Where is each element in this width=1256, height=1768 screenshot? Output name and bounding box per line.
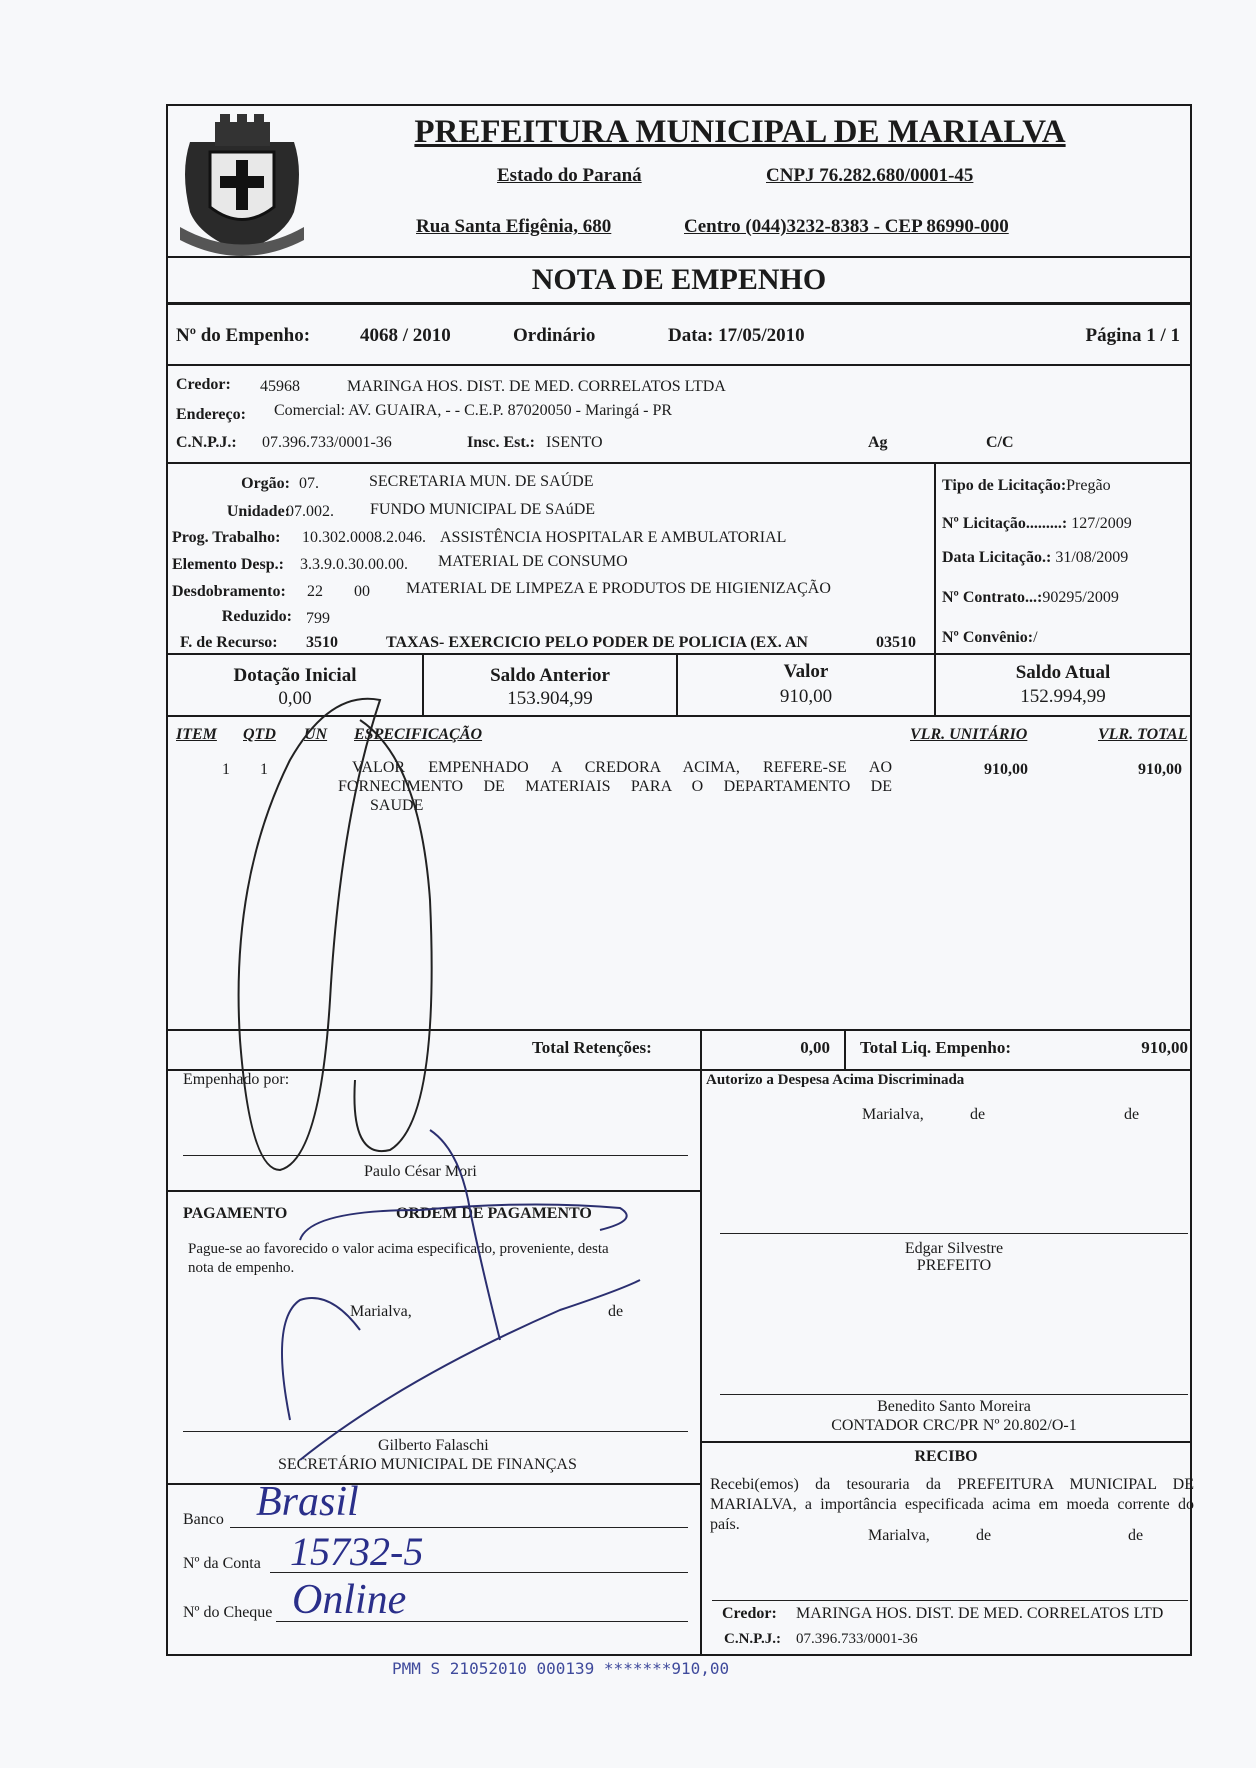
saldo-atual-label: Saldo Atual xyxy=(1015,662,1111,683)
desd-code2: 00 xyxy=(354,583,370,600)
empenho-label: Nº do Empenho: xyxy=(176,325,311,346)
prog-label: Prog. Trabalho: xyxy=(172,529,281,546)
liq-value: 910,00 xyxy=(1141,1038,1188,1057)
item-spec-line: SAUDE xyxy=(370,797,424,814)
saldo-anterior-label: Saldo Anterior xyxy=(490,665,610,686)
col-total-value: VLR. TOTAL xyxy=(1098,726,1188,743)
empenhado-name: Paulo César Mori xyxy=(364,1163,477,1180)
divider xyxy=(700,1069,702,1656)
liq-label: Total Liq. Empenho: xyxy=(860,1038,1011,1057)
dotacao-label: Dotação Inicial xyxy=(233,665,357,686)
pagamento-city: Marialva, xyxy=(350,1303,412,1320)
signature-line xyxy=(720,1233,1188,1234)
address-label: Endereço: xyxy=(176,406,246,423)
contador-name: Benedito Santo Moreira xyxy=(877,1398,1031,1415)
ordem-pagamento-label: ORDEM DE PAGAMENTO xyxy=(396,1205,592,1222)
banco-label: Banco xyxy=(183,1511,224,1528)
pagamento-label: PAGAMENTO xyxy=(183,1205,288,1222)
autorizo-de: de xyxy=(970,1106,986,1123)
elem-name: MATERIAL DE CONSUMO xyxy=(438,553,628,570)
desd-name: MATERIAL DE LIMPEZA E PRODUTOS DE HIGIENIZAÇÃO xyxy=(406,580,831,597)
dotacao-value: 0,00 xyxy=(278,688,312,709)
prefeito-role: PREFEITO xyxy=(916,1257,992,1274)
recibo-cnpj-label: C.N.P.J.: xyxy=(724,1631,781,1647)
divider xyxy=(934,462,936,654)
insc-value: ISENTO xyxy=(546,434,603,451)
empenho-date: Data: 17/05/2010 xyxy=(668,325,805,346)
num-convenio: Nº Convênio:/ xyxy=(942,629,1038,646)
credor-label: Credor: xyxy=(176,376,231,393)
reduzido-value: 799 xyxy=(306,610,330,627)
valor-value: 910,00 xyxy=(779,686,833,707)
autorizo-de: de xyxy=(1124,1106,1140,1123)
retencoes-value: 0,00 xyxy=(800,1038,830,1057)
pagamento-signer: Gilberto Falaschi xyxy=(378,1437,489,1454)
col-un: UN xyxy=(304,726,328,743)
credor-name: MARINGA HOS. DIST. DE MED. CORRELATOS LTDA xyxy=(347,378,726,395)
divider xyxy=(166,462,1192,464)
divider xyxy=(166,302,1192,305)
unidade-label: Unidade: xyxy=(226,503,290,520)
recibo-credor-label: Credor: xyxy=(722,1605,777,1622)
municipal-coat-of-arms xyxy=(170,112,315,260)
recibo-de: de xyxy=(1128,1527,1144,1544)
cheque-label: Nº do Cheque xyxy=(183,1604,273,1621)
cc-label: C/C xyxy=(986,434,1014,451)
banco-handwritten: Brasil xyxy=(256,1479,359,1525)
empenho-type: Ordinário xyxy=(513,325,596,346)
divider xyxy=(166,653,1192,655)
item-unit-value: 910,00 xyxy=(984,761,1028,778)
recibo-city: Marialva, xyxy=(868,1527,930,1544)
credor-code: 45968 xyxy=(260,378,300,395)
empenho-number: 4068 / 2010 xyxy=(360,325,451,346)
divider xyxy=(166,256,1192,258)
pagamento-text: Pague-se ao favorecido o valor acima especificado, proveniente, desta xyxy=(188,1241,609,1257)
desd-label: Desdobramento: xyxy=(172,583,286,600)
pagamento-text: nota de empenho. xyxy=(188,1260,295,1276)
col-item: ITEM xyxy=(176,726,217,743)
recibo-text: Recebi(emos) da tesouraria da PREFEITURA MUNICIPAL DE xyxy=(710,1476,1194,1493)
item-spec-line: VALOR EMPENHADO A CREDORA ACIMA, REFERE-SE AO xyxy=(352,759,892,776)
recibo-text: país. xyxy=(710,1516,740,1533)
autorizo-city: Marialva, xyxy=(862,1106,924,1123)
valor-label: Valor xyxy=(783,661,829,682)
prefeito-name: Edgar Silvestre xyxy=(904,1240,1004,1257)
autorizo-label: Autorizo a Despesa Acima Discriminada xyxy=(706,1072,965,1088)
cheque-handwritten: Online xyxy=(292,1577,407,1623)
page-title: PREFEITURA MUNICIPAL DE MARIALVA xyxy=(414,114,1066,150)
divider xyxy=(166,1483,701,1485)
num-licitacao: Nº Licitação.........: 127/2009 xyxy=(942,515,1132,532)
city-cnpj: CNPJ 76.282.680/0001-45 xyxy=(766,165,974,186)
city-contact: Centro (044)3232-8383 - CEP 86990-000 xyxy=(684,216,1009,237)
document-title: NOTA DE EMPENHO xyxy=(531,263,827,296)
orgao-label: Orgão: xyxy=(241,475,290,492)
col-qtd: QTD xyxy=(243,726,276,743)
orgao-name: SECRETARIA MUN. DE SAÚDE xyxy=(369,473,594,490)
orgao-code: 07. xyxy=(299,475,319,492)
divider xyxy=(844,1029,846,1071)
cnpj-label: C.N.P.J.: xyxy=(176,434,237,451)
elem-code: 3.3.9.0.30.00.00. xyxy=(300,556,408,573)
pagamento-role: SECRETÁRIO MUNICIPAL DE FINANÇAS xyxy=(278,1456,577,1473)
credor-address: Comercial: AV. GUAIRA, - - C.E.P. 87020050 - Maringá - PR xyxy=(274,402,673,419)
signature-line xyxy=(720,1394,1188,1395)
recibo-credor-name: MARINGA HOS. DIST. DE MED. CORRELATOS LTD xyxy=(796,1605,1164,1622)
insc-label: Insc. Est.: xyxy=(467,434,536,451)
ag-label: Ag xyxy=(868,434,888,451)
num-contrato: Nº Contrato...:90295/2009 xyxy=(942,589,1119,606)
data-licitacao: Data Licitação.: 31/08/2009 xyxy=(942,549,1129,566)
item-number: 1 xyxy=(222,761,230,778)
credor-cnpj: 07.396.733/0001-36 xyxy=(262,434,392,451)
reduzido-label: Reduzido: xyxy=(221,608,292,625)
signature-line xyxy=(183,1431,688,1432)
pagamento-de: de xyxy=(608,1303,624,1320)
divider xyxy=(166,1190,701,1192)
divider xyxy=(166,715,1192,717)
empenhado-label: Empenhado por: xyxy=(183,1071,290,1088)
prog-code: 10.302.0008.2.046. xyxy=(302,529,426,546)
fonte-code2: 03510 xyxy=(876,634,916,651)
page-number: Página 1 / 1 xyxy=(1085,325,1180,346)
saldo-atual-value: 152.994,99 xyxy=(1020,686,1106,707)
divider xyxy=(166,1069,1192,1071)
item-spec-line: FORNECIMENTO DE MATERIAIS PARA O DEPARTAMENTO DE xyxy=(338,778,892,795)
city-address: Rua Santa Efigênia, 680 xyxy=(416,216,612,237)
payment-stamp: PMM S 21052010 000139 *******910,00 xyxy=(392,1659,730,1678)
item-qtd: 1 xyxy=(260,761,268,778)
tipo-licitacao-label: Tipo de Licitação:Pregão xyxy=(942,477,1111,494)
col-unit-value: VLR. UNITÁRIO xyxy=(910,726,1028,743)
prog-name: ASSISTÊNCIA HOSPITALAR E AMBULATORIAL xyxy=(440,529,787,546)
retencoes-label: Total Retenções: xyxy=(532,1038,652,1057)
divider xyxy=(166,1029,1192,1031)
divider xyxy=(166,364,1192,366)
signature-line xyxy=(712,1600,1188,1601)
fonte-name: TAXAS- EXERCICIO PELO PODER DE POLICIA (EX. AN xyxy=(386,634,808,651)
saldo-anterior-value: 153.904,99 xyxy=(507,688,593,709)
col-spec: ESPECIFICAÇÃO xyxy=(354,726,483,743)
state-name: Estado do Paraná xyxy=(497,165,642,186)
conta-handwritten: 15732-5 xyxy=(290,1529,424,1574)
unidade-code: 07.002. xyxy=(286,503,334,520)
fonte-code: 3510 xyxy=(306,634,338,651)
divider xyxy=(700,1441,1192,1443)
recibo-de: de xyxy=(976,1527,992,1544)
contador-role: CONTADOR CRC/PR Nº 20.802/O-1 xyxy=(831,1417,1077,1434)
elem-label: Elemento Desp.: xyxy=(172,556,284,573)
desd-code1: 22 xyxy=(307,583,323,600)
conta-label: Nº da Conta xyxy=(183,1555,261,1572)
recibo-text: MARIALVA, a importância especificada acima em moeda corrente do xyxy=(710,1496,1194,1513)
recibo-title: RECIBO xyxy=(914,1448,978,1465)
recibo-cnpj: 07.396.733/0001-36 xyxy=(796,1631,918,1647)
fonte-label: F. de Recurso: xyxy=(180,634,278,651)
signature-line xyxy=(183,1155,688,1156)
item-total-value: 910,00 xyxy=(1138,761,1182,778)
divider xyxy=(700,1029,702,1071)
unidade-name: FUNDO MUNICIPAL DE SAúDE xyxy=(370,501,596,518)
